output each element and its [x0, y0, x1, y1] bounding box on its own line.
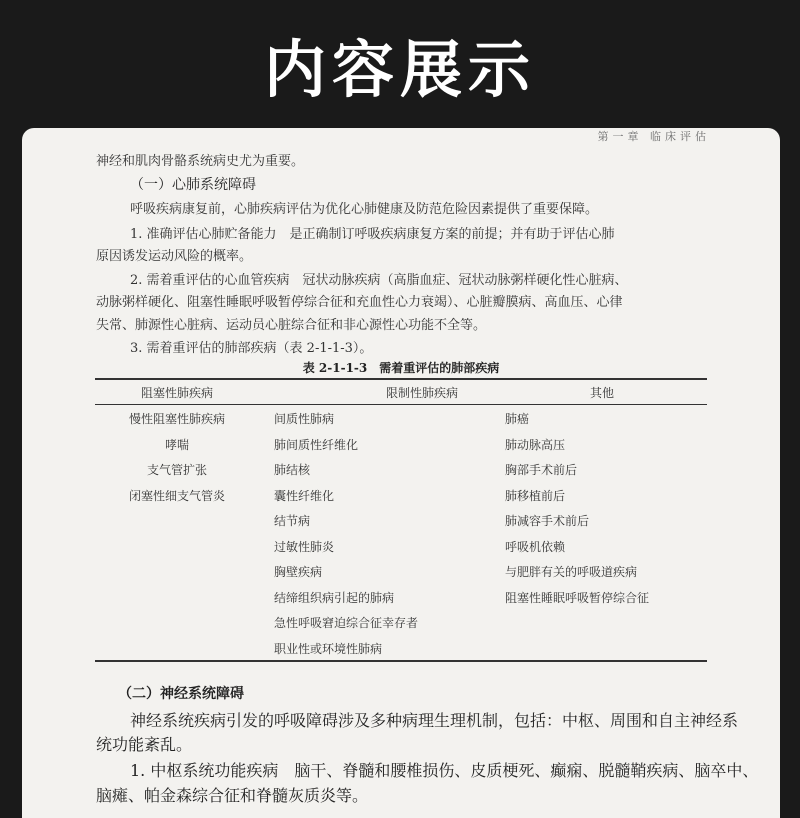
item2-line3: 失常、肺源性心脏病、运动员心脏综合征和非心源性心功能不全等。: [96, 318, 487, 333]
table-cell-col2-0: 间质性肺病: [274, 412, 335, 426]
item1-line1: 1. 准确评估心肺贮备能力 是正确制订呼吸疾病康复方案的前提；并有助于评估心肺: [130, 227, 615, 242]
table-cell-col1-2: 支气管扩张: [146, 463, 207, 477]
table-cell-col3-6: 与肥胖有关的呼吸道疾病: [505, 565, 638, 579]
item2-line2: 动脉粥样硬化、阻塞性睡眠呼吸暂停综合征和充血性心力衰竭）、心脏瓣膜病、高血压、心律: [96, 295, 623, 310]
table-cell-col3-1: 肺动脉高压: [505, 437, 566, 452]
table-header-rule: [95, 404, 707, 405]
section2-item1-line2: 脑瘫、帕金森综合征和脊髓灰质炎等。: [96, 786, 369, 805]
section2-line1: 神经系统疾病引发的呼吸障碍涉及多种病理生理机制，包括：中枢、周围和自主神经系: [130, 711, 739, 730]
table-cell-col1-0: 慢性阻塞性肺疾病: [128, 412, 225, 426]
table-cell-col1-3: 闭塞性细支气管炎: [128, 488, 225, 503]
table-cell-col2-5: 过敏性肺炎: [274, 539, 335, 554]
table-header-other: 其他: [589, 386, 614, 400]
table-cell-col2-4: 结节病: [274, 514, 311, 528]
table-cell-col2-7: 结缔组织病引起的肺病: [274, 590, 395, 605]
section2-line2: 统功能紊乱。: [96, 735, 193, 754]
table-cell-col3-5: 呼吸机依赖: [505, 539, 566, 554]
table-cell-col2-3: 囊性纤维化: [274, 488, 335, 503]
banner-title: 内容展示: [263, 32, 536, 106]
table-cell-col3-2: 胸部手术前后: [505, 463, 578, 477]
table-header-obstructive: 阻塞性肺疾病: [140, 386, 213, 400]
table-cell-col2-9: 职业性或环境性肺病: [274, 641, 383, 656]
section1-heading: （一）心肺系统障碍: [130, 177, 256, 193]
table-title: 表 2-1-1-3 需着重评估的肺部疾病: [302, 361, 500, 375]
table-cell-col3-4: 肺减容手术前后: [505, 514, 590, 528]
section1-lead: 呼吸疾病康复前，心肺疾病评估为优化心肺健康及防范危险因素提供了重要保障。: [130, 202, 599, 217]
table-cell-col2-6: 胸壁疾病: [274, 565, 323, 579]
table-cell-col2-8: 急性呼吸窘迫综合征幸存者: [274, 616, 419, 630]
running-head: 第一章 临床评估: [597, 130, 710, 143]
section2-item1-line1: 1. 中枢系统功能疾病 脑干、脊髓和腰椎损伤、皮质梗死、癫痫、脱髓鞘疾病、脑卒中、: [130, 761, 759, 780]
item1-line2: 原因诱发运动风险的概率。: [96, 249, 253, 264]
item3-line1: 3. 需着重评估的肺部疾病（表 2-1-1-3）。: [130, 341, 373, 356]
item2-line1: 2. 需着重评估的心血管疾病 冠状动脉疾病（高脂血症、冠状动脉粥样硬化性心脏病、: [130, 273, 628, 288]
table-header-restrictive: 限制性肺疾病: [385, 386, 458, 400]
table-cell-col3-0: 肺癌: [505, 412, 530, 426]
table-bottom-rule: [95, 660, 707, 662]
table-top-rule: [95, 378, 707, 380]
table-cell-col3-3: 肺移植前后: [505, 488, 566, 503]
table-cell-col3-7: 阻塞性睡眠呼吸暂停综合征: [505, 590, 650, 605]
table-cell-col2-1: 肺间质性纤维化: [274, 437, 359, 452]
table-cell-col1-1: 哮喘: [164, 437, 189, 452]
table-cell-col2-2: 肺结核: [274, 463, 311, 477]
section2-heading: （二）神经系统障碍: [118, 686, 244, 702]
book-page: [22, 128, 780, 818]
intro-paragraph: 神经和肌肉骨骼系统病史尤为重要。: [96, 154, 305, 169]
